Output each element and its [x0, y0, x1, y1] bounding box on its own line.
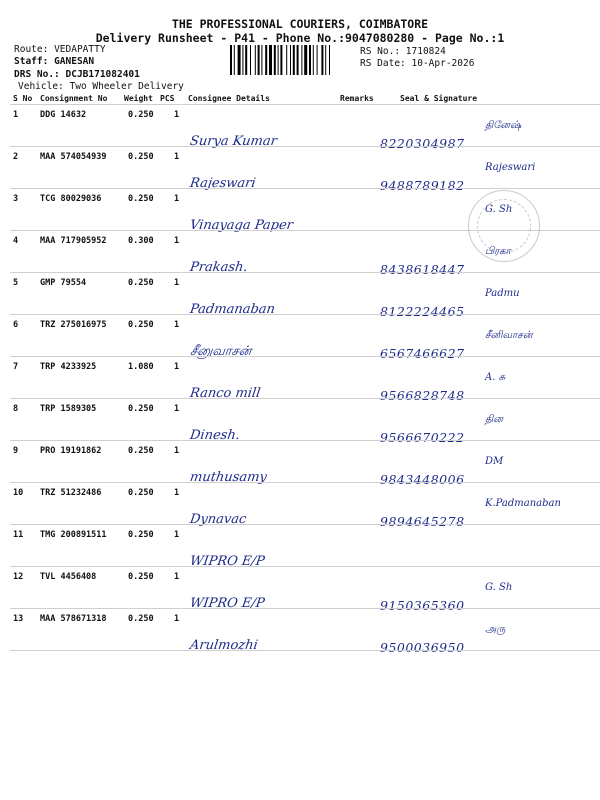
row-consignment-no: MAA 578671318: [40, 614, 107, 624]
row-signature: K.Padmanaban: [485, 498, 561, 509]
header-divider: [10, 104, 600, 105]
row-consignee-name: WIPRO E/P: [188, 596, 266, 611]
row-consignment-no: PRO 19191862: [40, 446, 102, 456]
row-consignee-name: Vinayaga Paper: [188, 218, 294, 233]
row-divider: [10, 524, 600, 525]
route-line: [14, 44, 106, 55]
row-sno: 4: [13, 236, 19, 246]
vehicle-value: Two Wheeler Delivery: [69, 81, 184, 92]
row-sno: 8: [13, 404, 19, 414]
row-pcs: 1: [174, 278, 180, 288]
row-consignee-name: Arulmozhi: [188, 638, 259, 653]
row-sno: 11: [13, 530, 24, 540]
row-signature: பிரகா: [485, 246, 511, 257]
row-weight: 0.250: [128, 530, 154, 540]
row-phone: 6567466627: [380, 346, 465, 361]
row-phone: 9488789182: [380, 178, 465, 193]
column-header-sno: S No: [13, 94, 33, 103]
row-signature: G. Sh: [485, 204, 513, 215]
row-consignment-no: TRP 4233925: [40, 362, 97, 372]
row-phone: 9150365360: [380, 598, 465, 613]
row-pcs: 1: [174, 530, 180, 540]
row-pcs: 1: [174, 404, 180, 414]
row-phone: 9500036950: [380, 640, 465, 655]
row-sno: 12: [13, 572, 24, 582]
row-pcs: 1: [174, 488, 180, 498]
row-sno: 7: [13, 362, 19, 372]
row-consignee-name: சீனுவாசன்: [189, 344, 253, 359]
row-signature: சீனிவாசன்: [485, 330, 533, 341]
row-pcs: 1: [174, 236, 180, 246]
row-phone: 9566828748: [380, 388, 465, 403]
row-phone: 8438618447: [380, 262, 465, 277]
row-divider: [10, 314, 600, 315]
row-consignment-no: GMP 79554: [40, 278, 87, 288]
row-weight: 0.250: [128, 278, 154, 288]
route-label: Route:: [14, 44, 49, 55]
row-divider: [10, 650, 600, 651]
row-divider: [10, 482, 600, 483]
row-consignment-no: TRP 1589305: [40, 404, 97, 414]
column-header-consignee: Consignee Details: [188, 94, 270, 103]
row-consignee-name: Padmanaban: [188, 302, 276, 317]
row-signature: தினேஷ்: [485, 120, 522, 131]
rs-date-line: [360, 58, 474, 69]
column-header-weight: Weight: [124, 94, 153, 103]
document-title: THE PROFESSIONAL COURIERS, COIMBATORE: [171, 17, 429, 31]
row-weight: 0.250: [128, 488, 154, 498]
row-consignment-no: TMG 200891511: [40, 530, 107, 540]
vehicle-line: [18, 81, 184, 92]
rs-date-value: 10-Apr-2026: [411, 58, 475, 69]
drs-line: [14, 69, 140, 80]
row-pcs: 1: [174, 362, 180, 372]
row-divider: [10, 188, 600, 189]
row-consignment-no: MAA 717905952: [40, 236, 107, 246]
row-weight: 1.080: [128, 362, 154, 372]
row-consignee-name: Surya Kumar: [188, 134, 278, 149]
row-consignee-name: Dinesh.: [188, 428, 241, 443]
row-pcs: 1: [174, 446, 180, 456]
vehicle-label: Vehicle:: [18, 81, 64, 92]
row-pcs: 1: [174, 614, 180, 624]
row-sno: 10: [13, 488, 24, 498]
row-pcs: 1: [174, 572, 180, 582]
row-signature: அரு: [485, 624, 506, 635]
runsheet-subtitle: Delivery Runsheet - P41 - Phone No.:9047080280 - Page No.:1: [95, 31, 505, 45]
row-weight: 0.250: [128, 110, 154, 120]
row-phone: 8122224465: [380, 304, 465, 319]
row-consignee-name: Ranco mill: [188, 386, 262, 401]
row-signature: A. சு: [485, 372, 506, 383]
row-sno: 2: [13, 152, 19, 162]
row-phone: 9566670222: [380, 430, 465, 445]
row-sno: 3: [13, 194, 19, 204]
row-divider: [10, 398, 600, 399]
row-pcs: 1: [174, 110, 180, 120]
column-header-remarks: Remarks: [340, 94, 374, 103]
row-sno: 5: [13, 278, 19, 288]
row-consignment-no: DDG 14632: [40, 110, 87, 120]
rs-no-label: RS No.:: [360, 46, 401, 57]
company-stamp: [468, 190, 540, 262]
drs-value: DCJB171082401: [65, 69, 140, 80]
row-weight: 0.250: [128, 404, 154, 414]
column-header-consignment: Consignment No: [40, 94, 108, 103]
row-weight: 0.300: [128, 236, 154, 246]
row-signature: Rajeswari: [485, 162, 536, 173]
row-consignment-no: TCG 80029036: [40, 194, 102, 204]
column-header-pcs: PCS: [160, 94, 175, 103]
row-consignment-no: TRZ 51232486: [40, 488, 102, 498]
staff-line: [14, 56, 94, 67]
row-consignment-no: TRZ 275016975: [40, 320, 107, 330]
row-weight: 0.250: [128, 614, 154, 624]
row-phone: 9843448006: [380, 472, 465, 487]
row-sno: 6: [13, 320, 19, 330]
row-weight: 0.250: [128, 320, 154, 330]
row-sno: 1: [13, 110, 19, 120]
rs-no-line: [360, 46, 446, 57]
row-consignee-name: WIPRO E/P: [188, 554, 266, 569]
row-weight: 0.250: [128, 446, 154, 456]
row-sno: 9: [13, 446, 19, 456]
row-signature: G. Sh: [485, 582, 513, 593]
row-divider: [10, 440, 600, 441]
staff-value: GANESAN: [54, 56, 95, 67]
row-phone: 8220304987: [380, 136, 465, 151]
row-divider: [10, 608, 600, 609]
rs-date-label: RS Date:: [360, 58, 406, 69]
row-pcs: 1: [174, 320, 180, 330]
column-header-signature: Seal & Signature: [400, 94, 478, 103]
drs-label: DRS No.:: [14, 69, 60, 80]
row-signature: தின: [485, 414, 503, 425]
staff-label: Staff:: [14, 56, 49, 67]
row-weight: 0.250: [128, 194, 154, 204]
route-value: VEDAPATTY: [54, 44, 106, 55]
row-divider: [10, 146, 600, 147]
row-phone: 9894645278: [380, 514, 465, 529]
row-consignee-name: muthusamy: [188, 470, 268, 485]
row-consignee-name: Rajeswari: [188, 176, 257, 191]
row-weight: 0.250: [128, 572, 154, 582]
row-consignment-no: TVL 4456408: [40, 572, 97, 582]
row-consignment-no: MAA 574054939: [40, 152, 107, 162]
row-consignee-name: Prakash.: [188, 260, 249, 275]
row-pcs: 1: [174, 194, 180, 204]
row-signature: DM: [485, 456, 504, 467]
row-divider: [10, 566, 600, 567]
row-pcs: 1: [174, 152, 180, 162]
rs-no-value: 1710824: [405, 46, 446, 57]
barcode-image: [230, 45, 356, 75]
row-divider: [10, 272, 600, 273]
row-divider: [10, 356, 600, 357]
row-weight: 0.250: [128, 152, 154, 162]
row-signature: Padmu: [485, 288, 520, 299]
row-consignee-name: Dynavac: [188, 512, 248, 527]
row-sno: 13: [13, 614, 24, 624]
